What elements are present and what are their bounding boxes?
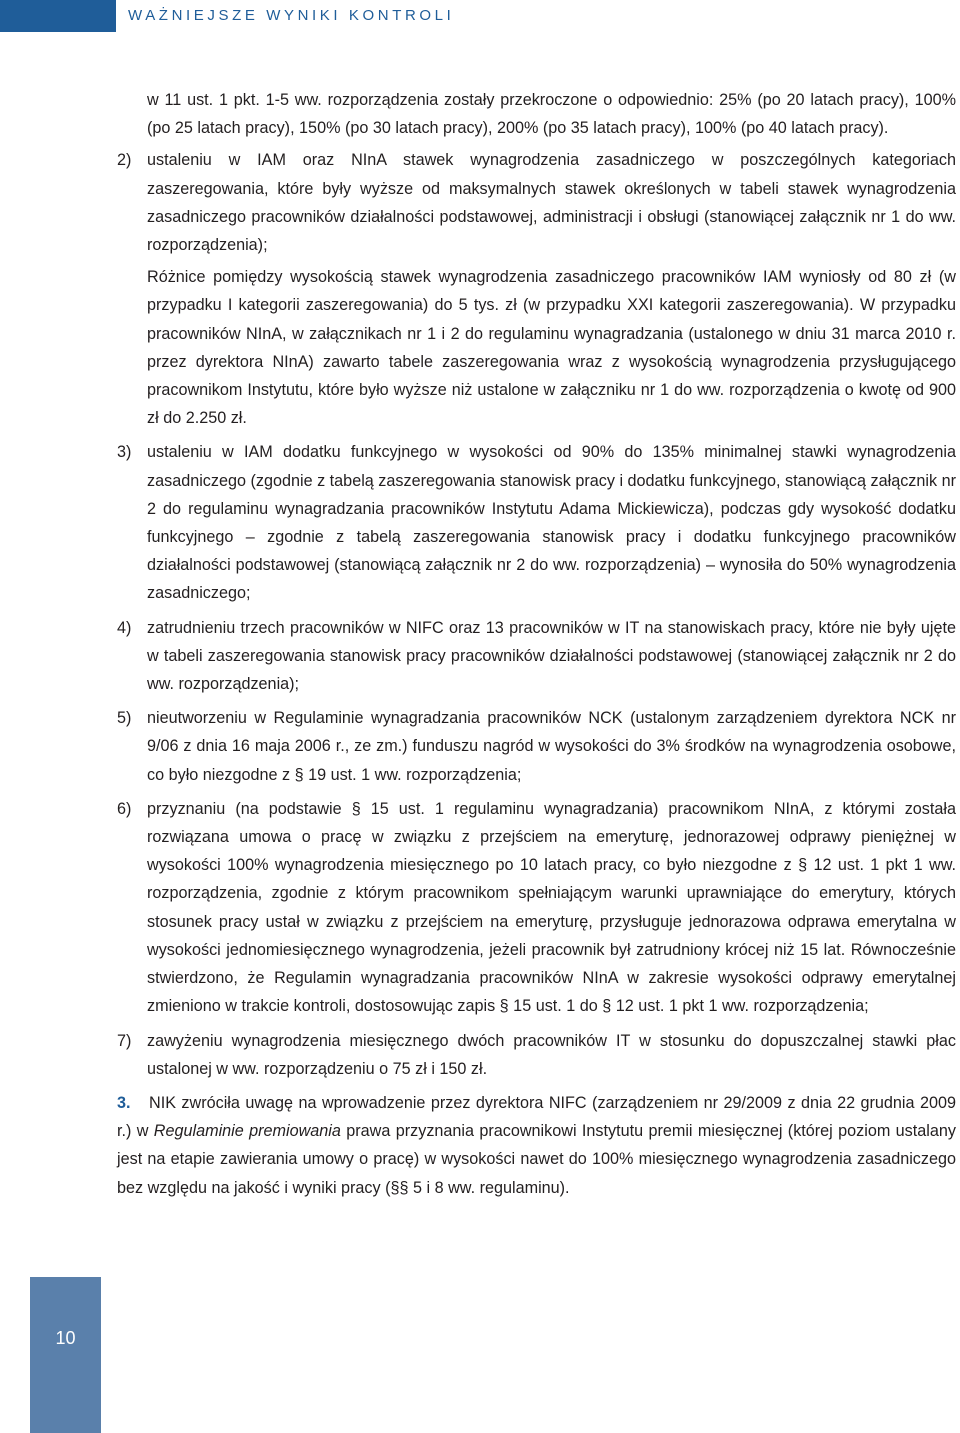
list-item-5 <box>0 704 960 789</box>
list-item-text: zatrudnieniu trzech pracowników w NIFC oraz 13 pracowników w IT na stanowiskach pracy, które nie były ujęte w tabeli zaszeregowania stanowisk pracy pracowników działalności podstawowej (stanowiącej załącznik nr 2 do ww. rozporządzenia); <box>147 618 956 694</box>
list-item-number: 2) <box>117 151 132 170</box>
continuation-paragraph: w 11 ust. 1 pkt. 1-5 ww. rozporządzenia zostały przekroczone o odpowiednio: 25% (po 20 latach pracy), 100% (po 25 latach pracy), 150% (po 30 latach pracy), 200% (po 35 latach pracy), 100% (po 40 latach pracy). <box>147 91 956 138</box>
section-number: 3. <box>117 1093 131 1112</box>
list-item-2 <box>0 146 960 259</box>
section-text-before: NIK zwróciła uwagę na wprowadzenie przez dyrektora NIFC (zarządzeniem nr 29/2009 z dnia 22 grudnia 2009 r.) w <box>117 1093 956 1141</box>
list-item-number: 5) <box>117 709 132 728</box>
header-color-bar <box>0 0 116 32</box>
header-title: WAŻNIEJSZE WYNIKI KONTROLI <box>128 7 455 24</box>
list-item-number: 7) <box>117 1031 132 1050</box>
list-item-text: ustaleniu w IAM dodatku funkcyjnego w wysokości od 90% do 135% minimalnej stawki wynagrodzenia zasadniczego (zgodnie z tabelą zaszeregowania stanowisk pracy i dodatku funkcyjnego, stanowiącą załącznik nr 2 do regulaminu wynagradzania pracowników Instytutu Adama Mickiewicza), podczas gdy wysokość dodatku funkcyjnego – zgodnie z tabelą zaszeregowania stanowisk pracy i dodatku funkcyjnego pracowników działalności podstawowej (stanowiącą załącznik nr 2 do ww. rozporządzenia) – wynosiła do 50% wynagrodzenia zasadniczego; <box>147 443 956 603</box>
list-item-number: 6) <box>117 799 132 818</box>
list-item-text: ustaleniu w IAM oraz NInA stawek wynagrodzenia zasadniczego w poszczególnych kategoriach zaszeregowania, które były wyższe od maksymalnych stawek określonych w tabeli stawek wynagrodzenia zasadniczego pracowników działalności podstawowej, administracji i obsługi (stanowiącej załącznik nr 1 do ww. rozporządzenia); <box>147 151 956 255</box>
list-item-3 <box>0 438 960 607</box>
section-3-paragraph <box>0 1089 960 1202</box>
list-item-7 <box>0 1027 960 1083</box>
document-content <box>0 86 960 1202</box>
section-emphasis: Regulaminie premiowania <box>153 1122 341 1141</box>
section-text-after: prawa przyznania pracownikowi Instytutu premii miesięcznej (której poziom ustalany jest na etapie zawierania umowy o pracę) w wysokości nawet do 100% miesięcznego wynagrodzenia zasadniczego bez względu na jakość i wyniki pracy (§§ 5 i 8 ww. regulaminu). <box>117 1122 956 1197</box>
list-item-number: 3) <box>117 443 132 462</box>
sub-paragraph: Różnice pomiędzy wysokością stawek wynagrodzenia zasadniczego pracowników IAM wyniosły od 80 zł (w przypadku I kategorii zaszeregowania) do 5 tys. zł (w przypadku XXI kategorii zaszeregowania). W przypadku pracowników NInA, w załącznikach nr 1 i 2 do regulaminu wynagradzania (ustalonego w dniu 31 marca 2010 r. przez dyrektora NInA) zawarto tabele zaszeregowania wraz z wysokością wynagrodzenia przysługującego pracownikom Instytutu, które było wyższe niż ustalone w załączniku nr 1 do ww. rozporządzenia o kwotę od 900 zł do 2.250 zł. <box>147 268 956 428</box>
list-item-6 <box>0 795 960 1021</box>
list-item-text: nieutworzeniu w Regulaminie wynagradzania pracowników NCK (ustalonym zarządzeniem dyrektora NCK nr 9/06 z dnia 16 maja 2006 r., ze zm.) funduszu nagród w wysokości do 3% środków na wynagrodzenia osobowe, co było niezgodne z § 19 ust. 1 ww. rozporządzenia; <box>147 709 956 784</box>
list-item-number: 4) <box>117 618 132 637</box>
page-number: 10 <box>55 1328 76 1348</box>
list-item-text: zawyżeniu wynagrodzenia miesięcznego dwóch pracowników IT w stosunku do dopuszczalnej stawki płac ustalonej w ww. rozporządzeniu o 75 zł i 150 zł. <box>147 1031 956 1078</box>
list-item-4 <box>0 614 960 699</box>
list-item-text: przyznaniu (na podstawie § 15 ust. 1 regulaminu wynagradzania) pracownikom NInA, z którymi została rozwiązana umowa o pracę w związku z przejściem na emeryturę, jednorazowej odprawy pieniężnej w wysokości 100% wynagrodzenia miesięcznego po 10 latach pracy, co było niezgodne z § 12 ust. 1 pkt 1 ww. rozporządzenia, zgodnie z którym pracownikom spełniającym warunki uprawniające do emerytury, których stosunek pracy ustał w związku z przejściem na emeryturę, przysługuje jednorazowa odprawa emerytalna w wysokości jednomiesięcznego wynagrodzenia, jeżeli pracownik był zatrudniony krócej niż 15 lat. Równocześnie stwierdzono, że Regulamin wynagradzania pracowników NInA w zakresie wysokości odprawy emerytalnej zmieniono w trakcie kontroli, dostosowując zapis § 15 ust. 1 do § 12 ust. 1 pkt 1 ww. rozporządzenia; <box>147 799 956 1016</box>
page-number-box <box>30 1277 101 1433</box>
